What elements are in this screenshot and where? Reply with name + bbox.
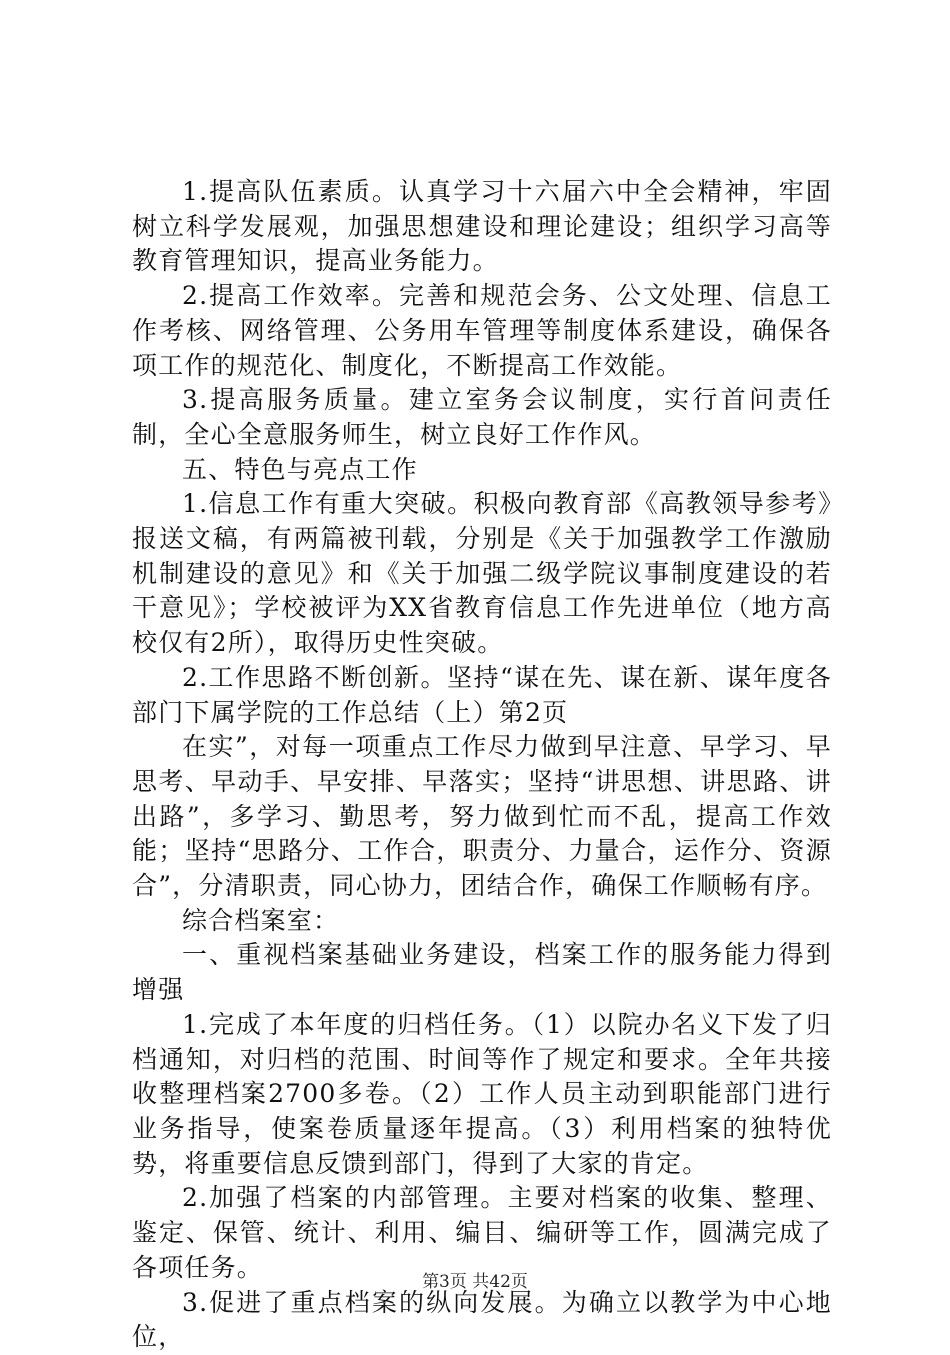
paragraph-service-quality: 3.提高服务质量。建立室务会议制度，实行首问责任制，全心全意服务师生，树立良好工作作风。 bbox=[132, 385, 832, 449]
page-footer: 第3页 共42页 bbox=[422, 1272, 528, 1292]
paragraph-information-work: 1.信息工作有重大突破。积极向教育部《高教领导参考》报送文稿，有两篇被刊载，分别是《关于加强教学工作激励机制建设的意见》和《关于加强二级学院议事制度建设的若干意见》；学校被评为XX省教育信息工作先进单位（地方高校仅有2所），取得历史性突破。 bbox=[132, 489, 832, 658]
section-heading-highlights: 五、特色与亮点工作 bbox=[182, 454, 418, 484]
section-heading-archives-foundation: 一、重视档案基础业务建设，档案工作的服务能力得到增强 bbox=[132, 940, 832, 1005]
paragraph-archiving-tasks: 1.完成了本年度的归档任务。（1）以院办名义下发了归档通知，对归档的范围、时间等作了规定和要求。全年共接收整理档案2700多卷。（2）工作人员主动到职能部门进行业务指导，使案卷质量逐年提高。（3）利用档案的独特优势，将重要信息反馈到部门，得到了大家的肯定。 bbox=[132, 1009, 832, 1178]
section-heading-archives-office: 综合档案室： bbox=[182, 905, 340, 935]
paragraph-key-archives: 3.促进了重点档案的纵向发展。为确立以教学为中心地位， bbox=[132, 1287, 832, 1352]
paragraph-work-ideas-continued: 在实”，对每一项重点工作尽力做到早注意、早学习、早思考、早动手、早安排、早落实；坚持“讲思想、讲思路、讲出路”，多学习、勤思考，努力做到忙而不乱，提高工作效能；坚持“思路分、工作合，职责分、力量合，运作分、资源合”，分清职责，同心协力，团结合作，确保工作顺畅有序。 bbox=[132, 732, 832, 901]
paragraph-work-ideas: 2.工作思路不断创新。坚持“谋在先、谋在新、谋年度各部门下属学院的工作总结（上）第2页 bbox=[132, 662, 832, 727]
paragraph-internal-management: 2.加强了档案的内部管理。主要对档案的收集、整理、鉴定、保管、统计、利用、编目、编研等工作，圆满完成了各项任务。 bbox=[132, 1183, 832, 1282]
document-body bbox=[132, 175, 832, 1355]
paragraph-team-quality: 1.提高队伍素质。认真学习十六届六中全会精神，牢固树立科学发展观，加强思想建设和理论建设；组织学习高等教育管理知识，提高业务能力。 bbox=[132, 177, 832, 276]
paragraph-work-efficiency: 2.提高工作效率。完善和规范会务、公文处理、信息工作考核、网络管理、公务用车管理等制度体系建设，确保各项工作的规范化、制度化，不断提高工作效能。 bbox=[132, 281, 832, 380]
